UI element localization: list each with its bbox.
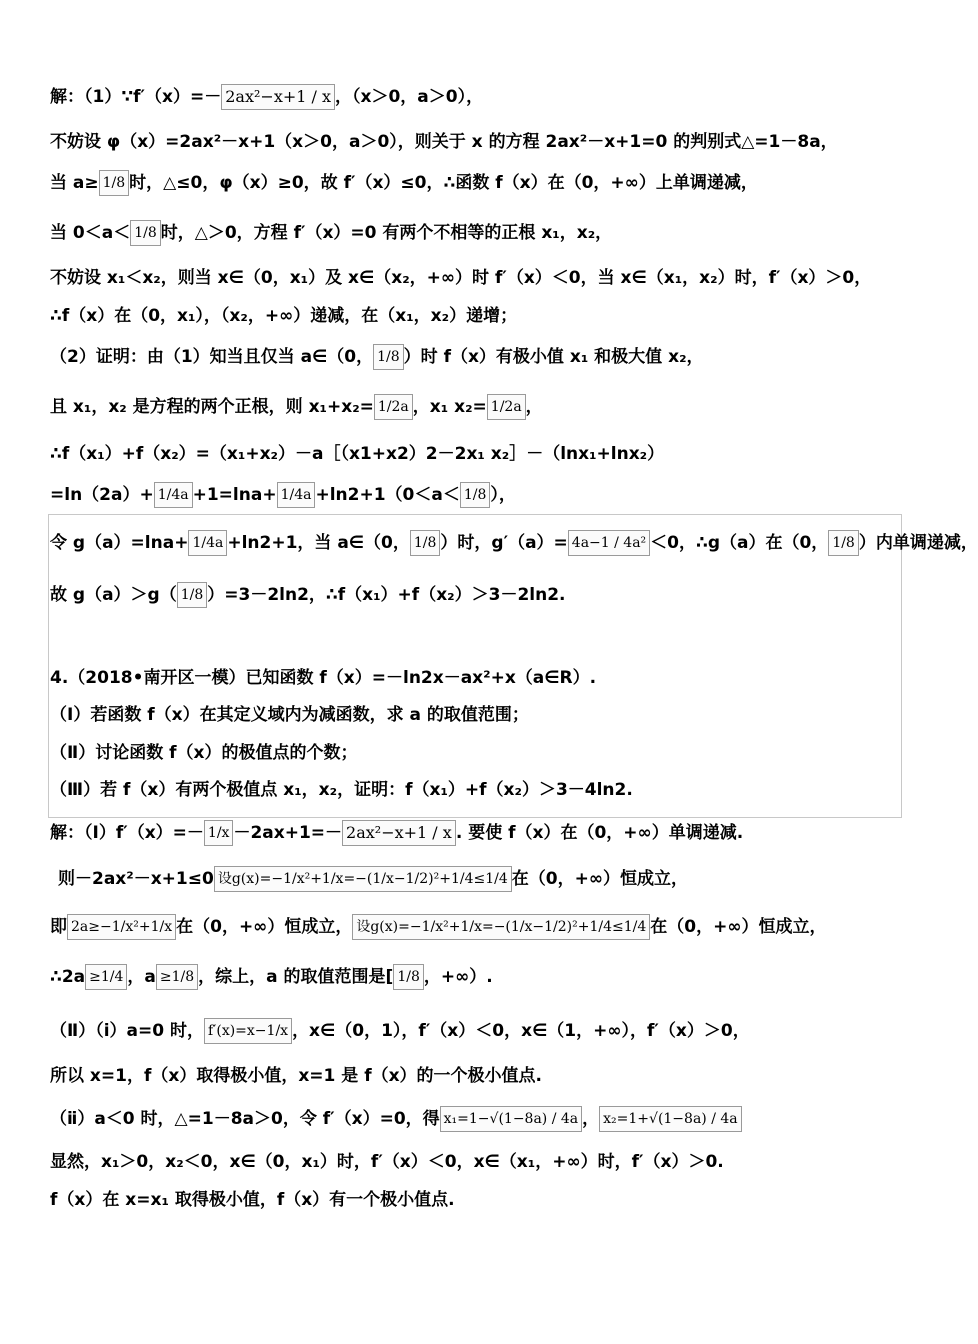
line-24: 显然，x₁＞0，x₂＜0，x∈（0，x₁）时，f′（x）＜0，x∈（x₁，+∞）时，f′（x）＞0.	[50, 1152, 724, 1172]
problem-part-3: （Ⅲ）若 f（x）有两个极值点 x₁，x₂，证明：f（x₁）+f（x₂）＞3－4ln2.	[50, 780, 633, 800]
line-8: 且 x₁，x₂ 是方程的两个正根，则 x₁+x₂= 1/2a ，x₁ x₂= 1/2a ，	[50, 394, 543, 420]
formula-fraction: 1/8	[828, 530, 859, 556]
problem-part-1: （Ⅰ）若函数 f（x）在其定义域内为减函数，求 a 的取值范围；	[50, 705, 529, 725]
line-10: =ln（2a）+ 1/4a +1=lna+ 1/4a +ln2+1（0＜a＜ 1/8 ），	[50, 482, 516, 508]
line-21: （Ⅱ）（ⅰ）a=0 时， f′(x)=x−1/x ，x∈（0，1），f′（x）＜0，x∈（1，+∞），f′（x）＞0，	[50, 1018, 750, 1044]
formula-fraction: 1/2a	[487, 394, 526, 420]
line-4: 当 0＜a＜ 1/8 时，△＞0，方程 f′（x）=0 有两个不相等的正根 x₁，x₂，	[50, 220, 612, 246]
formula-fraction: 2ax²−x+1 / x	[342, 820, 456, 846]
formula-fraction: 1/2a	[374, 394, 413, 420]
line-3: 当 a≥ 1/8 时，△≤0，φ（x）≥0，故 f′（x）≤0，∴函数 f（x）在（0，+∞）上单调递减，	[50, 170, 758, 196]
line-5: 不妨设 x₁＜x₂，则当 x∈（0，x₁）及 x∈（x₂，+∞）时 f′（x）＜0，当 x∈（x₁，x₂）时，f′（x）＞0，	[50, 268, 872, 288]
formula-image: 2a≥−1/x²+1/x	[67, 914, 176, 940]
line-11: 令 g（a）=lna+ 1/4a +ln2+1，当 a∈（0， 1/8 ）时，g′（a）= 4a−1 / 4a² ＜0，∴g（a）在（0， 1/8 ）内单调递减，	[50, 530, 978, 556]
line-9: ∴f（x₁）+f（x₂）=（x₁+x₂）－a［（x1+x2）2－2x₁ x₂］－（lnx₁+lnx₂）	[50, 444, 665, 464]
formula-fraction: 1/8	[410, 530, 441, 556]
line-2: 不妨设 φ（x）=2ax²－x+1（x＞0，a＞0），则关于 x 的方程 2ax²－x+1=0 的判别式△=1－8a，	[50, 132, 838, 152]
formula-image: x₁=1−√(1−8a) / 4a	[440, 1106, 582, 1132]
formula-image: ≥1/4	[85, 964, 127, 990]
formula-fraction: 1/4a	[277, 482, 316, 508]
formula-fraction: 2ax²−x+1 / x	[221, 84, 335, 110]
formula-image: 设g(x)=−1/x²+1/x=−(1/x−1/2)²+1/4≤1/4	[214, 866, 512, 892]
formula-image: 设g(x)=−1/x²+1/x=−(1/x−1/2)²+1/4≤1/4	[352, 914, 650, 940]
formula-fraction: 1/8	[130, 220, 161, 246]
formula-image: ≥1/8	[156, 964, 198, 990]
formula-image: x₂=1+√(1−8a) / 4a	[599, 1106, 741, 1132]
line-12: 故 g（a）＞g（ 1/8 ）=3－2ln2，∴f（x₁）+f（x₂）＞3－2ln2.	[50, 582, 566, 608]
formula-fraction: 1/8	[177, 582, 208, 608]
line-7: （2）证明：由（1）知当且仅当 a∈（0， 1/8 ）时 f（x）有极小值 x₁ 和极大值 x₂，	[50, 344, 704, 370]
line-18: 则－2ax²－x+1≤0 设g(x)=−1/x²+1/x=−(1/x−1/2)²+1/4≤1/4 在（0，+∞）恒成立，	[58, 866, 688, 892]
line-23: （ⅱ）a＜0 时，△=1－8a＞0，令 f′（x）=0，得 x₁=1−√(1−8a) / 4a ， x₂=1+√(1−8a) / 4a	[50, 1106, 742, 1132]
formula-fraction: 4a−1 / 4a²	[568, 530, 650, 556]
line-25: f（x）在 x=x₁ 取得极小值，f（x）有一个极小值点.	[50, 1190, 455, 1210]
formula-fraction: 1/8	[460, 482, 491, 508]
formula-fraction: 1/8	[393, 964, 424, 990]
line-19: 即 2a≥−1/x²+1/x 在（0，+∞）恒成立， 设g(x)=−1/x²+1/x=−(1/x−1/2)²+1/4≤1/4 在（0，+∞）恒成立，	[50, 914, 827, 940]
formula-image: f′(x)=x−1/x	[204, 1018, 292, 1044]
line-22: 所以 x=1，f（x）取得极小值，x=1 是 f（x）的一个极小值点.	[50, 1066, 543, 1086]
formula-fraction: 1/8	[373, 344, 404, 370]
formula-fraction: 1/x	[204, 820, 234, 846]
line-17: 解：（Ⅰ）f′（x）=－ 1/x －2ax+1=－ 2ax²−x+1 / x . 要使 f（x）在（0，+∞）单调递减.	[50, 820, 743, 846]
line-1: 解：（1）∵f′（x）=－ 2ax²−x+1 / x ，（x＞0，a＞0），	[50, 84, 483, 110]
line-20: ∴2a ≥1/4 ，a ≥1/8 ，综上，a 的取值范围是[ 1/8 ，+∞）.	[50, 964, 493, 990]
formula-fraction: 1/4a	[154, 482, 193, 508]
line-6: ∴f（x）在（0，x₁），（x₂，+∞）递减，在（x₁，x₂）递增；	[50, 306, 518, 326]
formula-fraction: 1/8	[99, 170, 130, 196]
problem-title: 4.（2018•南开区一模）已知函数 f（x）=－ln2x－ax²+x（a∈R）.	[50, 668, 597, 688]
problem-part-2: （Ⅱ）讨论函数 f（x）的极值点的个数；	[50, 743, 358, 763]
formula-fraction: 1/4a	[188, 530, 227, 556]
